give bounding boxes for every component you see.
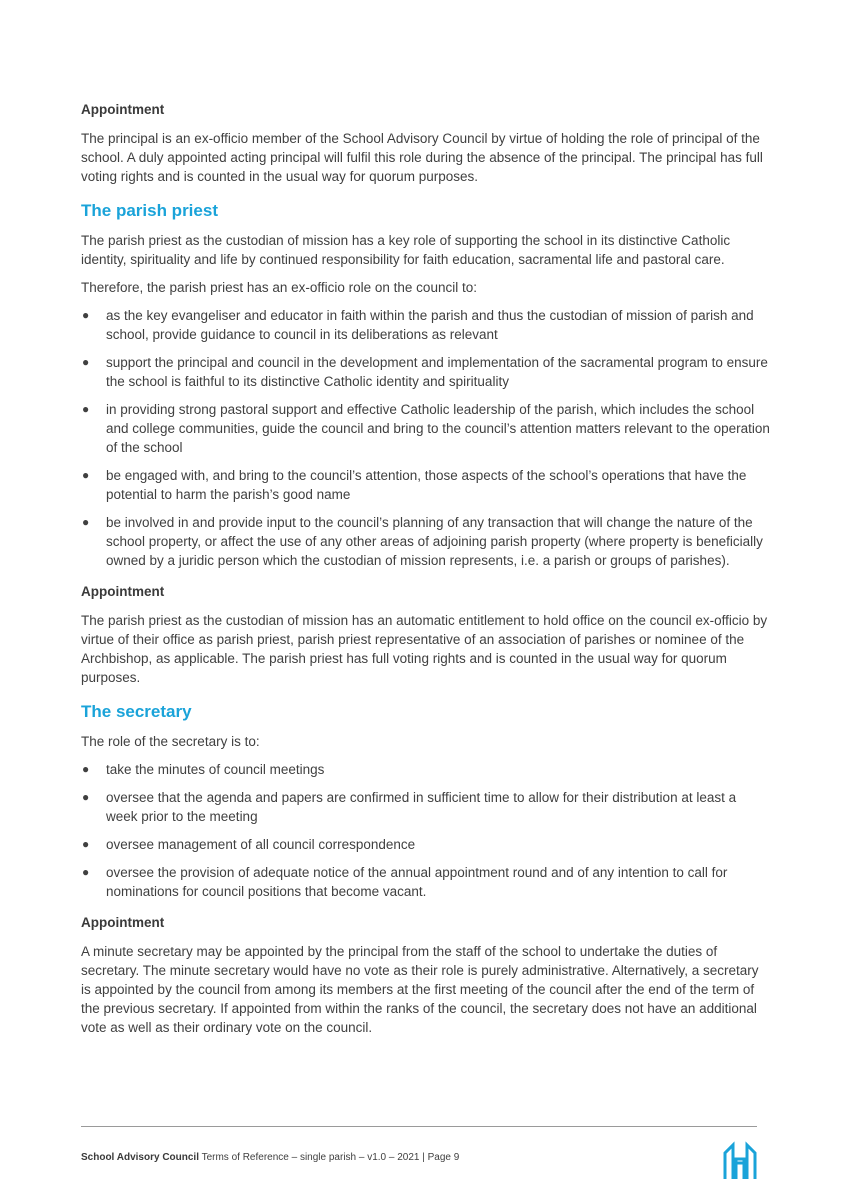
bullet-icon: ● <box>82 837 90 851</box>
bullet-icon: ● <box>82 865 90 879</box>
list-item: ● oversee that the agenda and papers are confirmed in sufficient time to allow for their distribution at least a week prior to the meeting <box>82 790 737 824</box>
list-item: ● be engaged with, and bring to the council’s attention, those aspects of the school’s operations that have the potential to harm the parish’s good name <box>82 468 747 502</box>
list-item: ● in providing strong pastoral support and effective Catholic leadership of the parish, which includes the school and college communities, guide the council and bring to the council’s attention matters relevant to the operation of the school <box>82 402 770 455</box>
list-item: ● oversee the provision of adequate notice of the annual appointment round and of any intention to call for nominations for council positions that become vacant. <box>82 865 728 899</box>
list-item: ● support the principal and council in the development and implementation of the sacramental program to ensure the school is faithful to its distinctive Catholic identity and spirituality <box>82 355 768 389</box>
parish-priest-bullet-list <box>81 306 771 570</box>
bullet-icon: ● <box>82 762 90 776</box>
cemel-logo-icon <box>722 1141 758 1181</box>
principal-appointment-heading: Appointment <box>81 102 165 117</box>
parish-priest-lead: Therefore, the parish priest has an ex-officio role on the council to: <box>81 280 477 295</box>
list-item: ● take the minutes of council meetings <box>82 762 325 777</box>
bullet-icon: ● <box>82 355 90 369</box>
bullet-icon: ● <box>82 308 90 322</box>
bullet-icon: ● <box>82 468 90 482</box>
list-item: ● oversee management of all council correspondence <box>82 837 416 852</box>
page-content <box>81 100 771 1046</box>
secretary-appointment-heading: Appointment <box>81 915 165 930</box>
bullet-icon: ● <box>82 790 90 804</box>
footer-details: Terms of Reference – single parish – v1.0 – 2021 | Page 9 <box>198 1152 460 1163</box>
principal-appointment-text: The principal is an ex-officio member of the School Advisory Council by virtue of holding the role of principal of the school. A duly appointed acting principal will fulfil this role during the absence of the principal. The principal has full voting rights and is counted in the usual way for quorum purposes. <box>81 131 763 184</box>
parish-priest-appointment-heading: Appointment <box>81 584 165 599</box>
bullet-icon: ● <box>82 402 90 416</box>
secretary-bullet-list <box>81 760 771 901</box>
bullet-icon: ● <box>82 515 90 529</box>
footer-title: School Advisory Council <box>81 1152 199 1163</box>
list-item: ● as the key evangeliser and educator in faith within the parish and thus the custodian of mission of parish and school, provide guidance to council in its deliberations as relevant <box>82 308 754 342</box>
footer-divider <box>81 1126 757 1127</box>
secretary-heading: The secretary <box>81 702 192 721</box>
list-item: ● be involved in and provide input to the council’s planning of any transaction that will change the nature of the school property, or affect the use of any other areas of adjoining parish property (where property is beneficially owned by a juridic person which the custodian of mission represents, i.e. a parish or groups of parishes). <box>82 515 763 568</box>
secretary-lead: The role of the secretary is to: <box>81 734 260 749</box>
parish-priest-intro: The parish priest as the custodian of mission has a key role of supporting the school in its distinctive Catholic identity, spirituality and life by continued responsibility for faith education, sacramental life and pastoral care. <box>81 233 731 267</box>
parish-priest-heading: The parish priest <box>81 201 218 220</box>
secretary-appointment-text: A minute secretary may be appointed by the principal from the staff of the school to undertake the duties of secretary. The minute secretary would have no vote as their role is purely administrative. Alternatively, a secretary is appointed by the council from among its members at the first meeting of the council after the end of the term of the previous secretary. If appointed from within the ranks of the council, the secretary does not have an additional vote as well as their ordinary vote on the council. <box>81 944 759 1035</box>
footer-text <box>81 1152 459 1163</box>
parish-priest-appointment-text: The parish priest as the custodian of mission has an automatic entitlement to hold office on the council ex-officio by virtue of their office as parish priest, parish priest representative of an association of parishes or nominee of the Archbishop, as applicable. The parish priest has full voting rights and is counted in the usual way for quorum purposes. <box>81 613 768 685</box>
